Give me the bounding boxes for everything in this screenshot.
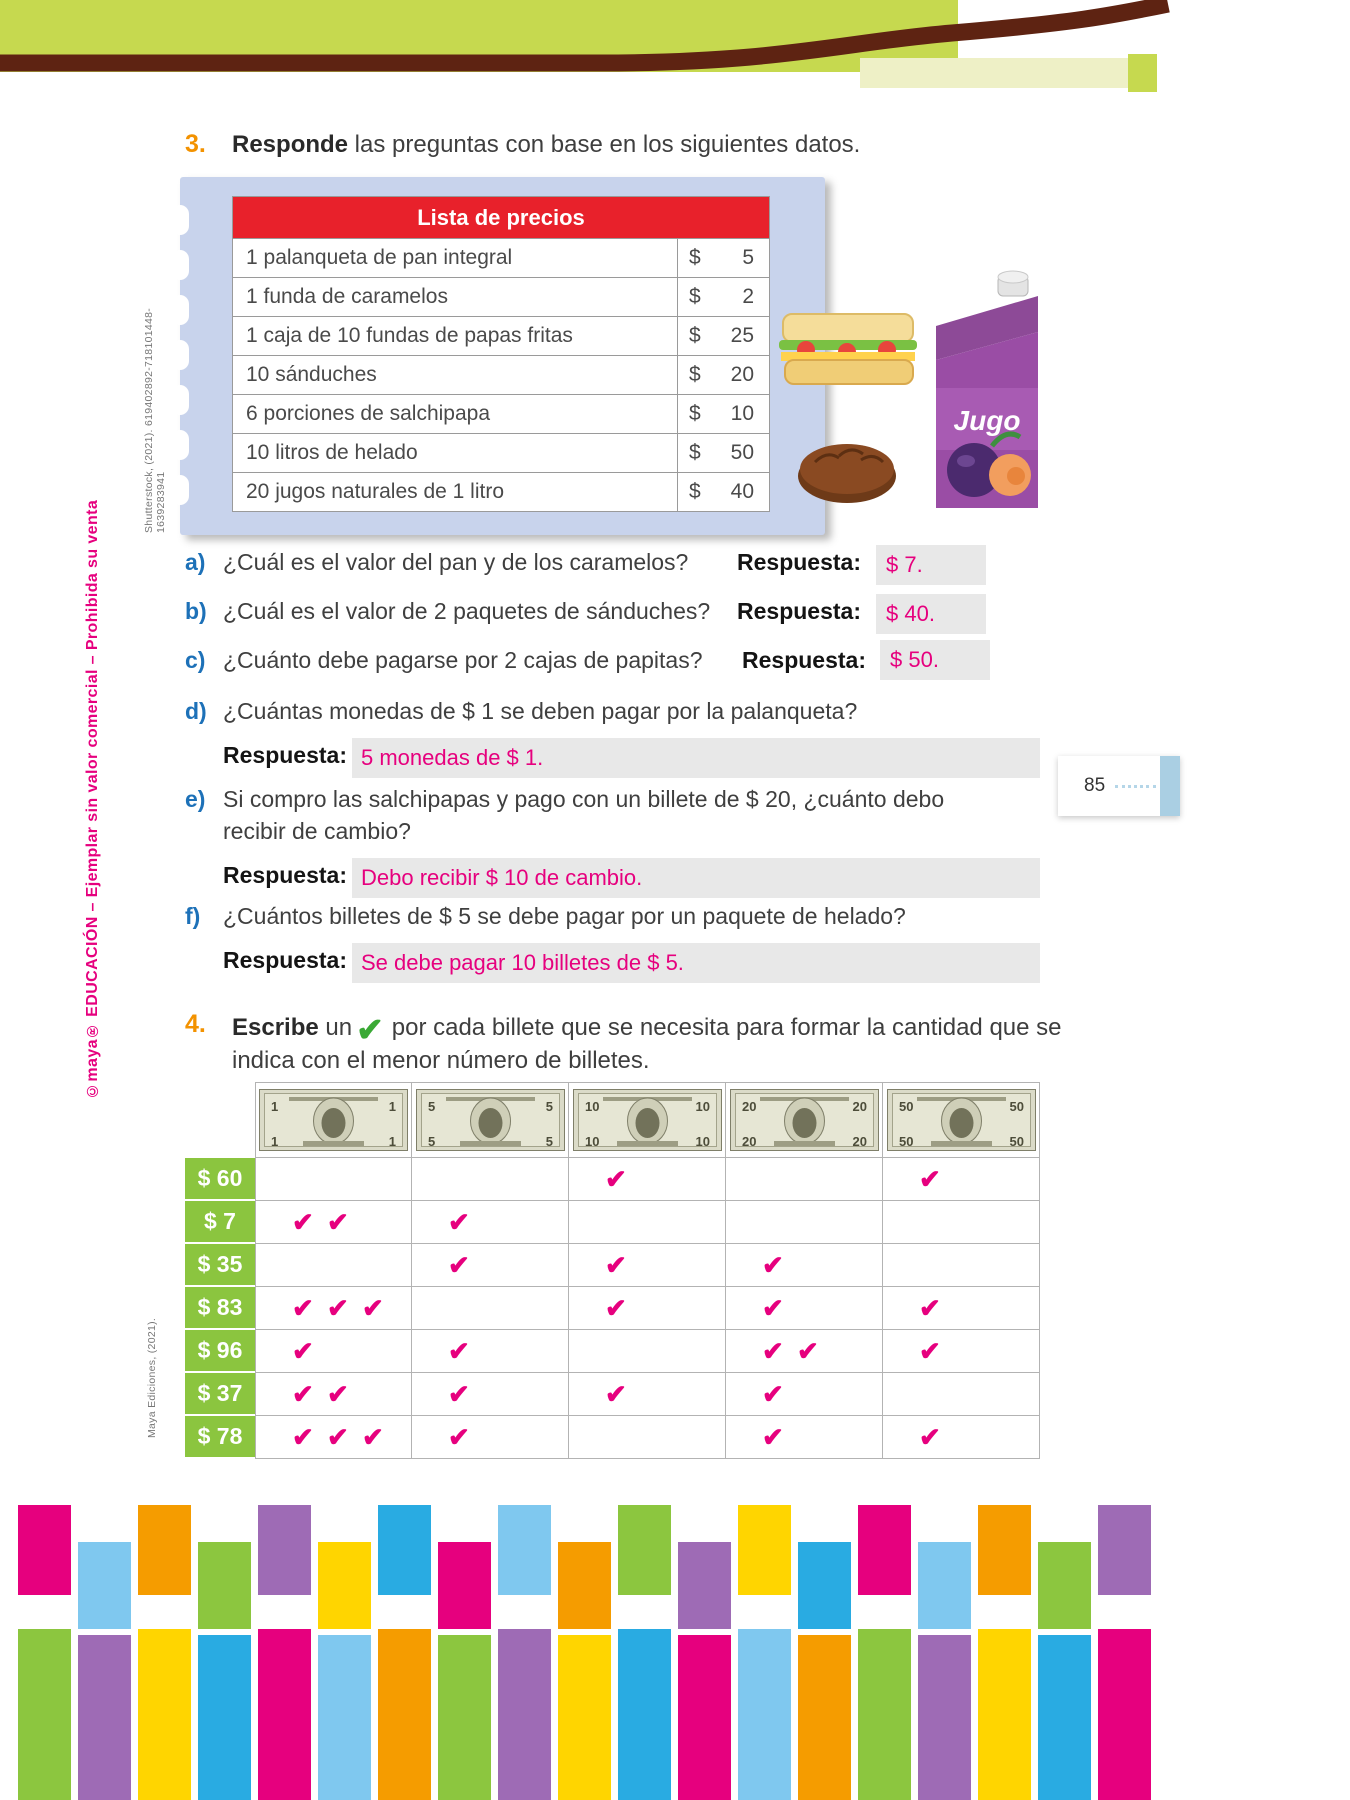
page-tab [1058,756,1180,816]
question-f [185,903,906,930]
price-list-title: Lista de precios [233,197,769,238]
check-cell: ✔ [883,1158,1040,1201]
price-currency: $ [689,441,701,464]
svg-text:5: 5 [427,1099,435,1114]
top-decorative-band [0,0,1180,100]
question-letter: f) [185,903,201,929]
sandwich-image [773,300,923,400]
price-list-table [232,196,770,512]
svg-text:10: 10 [584,1134,599,1149]
amount-cell: $ 78 [185,1416,255,1459]
check-cell: ✔ [412,1330,569,1373]
footer-column [438,1502,491,1800]
footer-color-block [78,1542,131,1629]
banknote-icon [259,1089,408,1151]
footer-color-block [738,1629,791,1800]
answer-box-b [876,594,986,634]
notebook-notch [171,340,189,370]
footer-column [498,1502,551,1800]
price-card [180,177,825,535]
amount-cell: $ 96 [185,1330,255,1373]
footer-column [78,1502,131,1800]
answer-text: Se debe pagar 10 billetes de $ 5. [361,950,684,975]
shutterstock-credit: Shutterstock, (2021). 619402892-718101448-1639283941 [143,307,167,533]
price-value [677,239,769,277]
top-band-pale-strip [860,58,1132,88]
exercise3-number: 3. [185,130,206,158]
answer-text: 5 monedas de $ 1. [361,745,544,770]
question-text: ¿Cuántas monedas de $ 1 se deben pagar por la palanqueta? [223,698,858,724]
amount-cell: $ 37 [185,1373,255,1416]
footer-column [798,1502,851,1800]
check-cell [726,1158,883,1201]
footer-column [678,1502,731,1800]
svg-text:1: 1 [388,1134,396,1149]
question-text: ¿Cuál es el valor del pan y de los caramelos? [223,549,689,575]
check-cell: ✔ [883,1330,1040,1373]
footer-color-block [618,1629,671,1800]
answer-box-a [876,545,986,585]
footer-column [198,1502,251,1800]
footer-color-block [978,1629,1031,1800]
page-tab-bar [1160,756,1180,816]
price-currency: $ [689,363,701,386]
banknote-icon [730,1089,879,1151]
question-letter: d) [185,698,207,724]
question-letter: c) [185,647,206,673]
answer-strip-e [352,858,1040,898]
question-a [185,549,688,576]
price-item-label: 20 jugos naturales de 1 litro [246,480,504,503]
check-cell: ✔ [569,1244,726,1287]
price-currency: $ [689,402,701,425]
footer-color-block [858,1505,911,1595]
check-cell: ✔ [726,1416,883,1459]
svg-text:50: 50 [1009,1134,1024,1149]
price-amount: 20 [730,363,754,386]
price-row [233,316,769,355]
notebook-notch [171,250,189,280]
exercise3-instruction-rest: las preguntas con base en los siguientes datos. [348,131,861,158]
footer-color-block [258,1505,311,1595]
footer-color-block [1098,1629,1151,1800]
footer-column [318,1502,371,1800]
price-amount: 50 [730,441,754,464]
footer-column [18,1502,71,1800]
price-row [233,472,769,511]
check-cell: ✔ [883,1416,1040,1459]
footer-column [618,1502,671,1800]
footer-color-block [318,1635,371,1800]
answer-strip-d [352,738,1040,778]
price-item-label: 10 sánduches [246,363,377,386]
check-icon: ✔ [356,1011,384,1048]
footer-color-block [798,1635,851,1800]
footer-column [918,1502,971,1800]
footer-color-block [138,1505,191,1595]
price-amount: 2 [742,285,754,308]
price-row [233,433,769,472]
price-item-label: 1 funda de caramelos [246,285,448,308]
svg-text:1: 1 [388,1099,396,1114]
price-value [677,473,769,511]
notebook-notch [171,205,189,235]
question-letter: a) [185,549,206,575]
question-d [185,698,857,725]
check-cell: ✔ [569,1158,726,1201]
check-cell: ✔ ✔ ✔ [255,1287,412,1330]
svg-text:20: 20 [741,1099,756,1114]
notebook-notch [171,475,189,505]
footer-column [258,1502,311,1800]
bill-20-image [726,1082,883,1158]
exercise3-instruction-bold: Responde [232,131,349,158]
top-band-green-square [1128,54,1157,92]
check-cell [726,1201,883,1244]
footer-color-block [858,1629,911,1800]
answer-label-d: Respuesta: [223,742,347,768]
question-c [185,647,703,674]
footer-color-block [798,1542,851,1629]
answer-text: Debo recibir $ 10 de cambio. [361,865,643,890]
footer-color-block [18,1505,71,1595]
svg-text:1: 1 [271,1099,279,1114]
bread-image [795,432,900,507]
footer-color-block [258,1629,311,1800]
check-cell: ✔ ✔ [255,1373,412,1416]
notebook-notch [171,385,189,415]
answer-label-c: Respuesta: [742,647,866,673]
question-text: ¿Cuántos billetes de $ 5 se debe pagar por un paquete de helado? [223,903,906,929]
footer-column [738,1502,791,1800]
price-row [233,355,769,394]
check-cell: ✔ [412,1416,569,1459]
check-cell: ✔ [412,1373,569,1416]
check-cell [255,1244,412,1287]
amount-cell: $ 7 [185,1201,255,1244]
footer-color-block [738,1505,791,1595]
check-cell [569,1201,726,1244]
footer-color-block [378,1629,431,1800]
check-cell: ✔ [569,1287,726,1330]
question-e [185,786,944,813]
svg-text:10: 10 [695,1134,710,1149]
footer-band [18,1502,1158,1800]
check-cell [412,1287,569,1330]
answer-text: $ 40. [886,601,935,626]
answer-text: $ 50. [890,647,939,672]
footer-color-block [1038,1542,1091,1629]
juice-label: Jugo [953,405,1021,436]
price-item-label: 10 litros de helado [246,441,418,464]
question-text: ¿Cuál es el valor de 2 paquetes de sánduches? [223,598,711,624]
check-cell: ✔ [883,1287,1040,1330]
bill-50-image [883,1082,1040,1158]
page-tab-dots [1115,785,1156,788]
footer-color-block [918,1635,971,1800]
maya-credit: Maya Ediciones, (2021). [146,1317,158,1438]
answer-label-a: Respuesta: [737,549,861,575]
price-list-body [233,238,769,511]
check-cell: ✔ ✔ [726,1330,883,1373]
footer-color-block [498,1505,551,1595]
footer-color-block [198,1635,251,1800]
question-text-line2: recibir de cambio? [223,818,411,844]
banknote-icon [573,1089,722,1151]
footer-color-block [678,1542,731,1629]
answer-label-b: Respuesta: [737,598,861,624]
price-item-label: 6 porciones de salchipapa [246,402,491,425]
svg-text:20: 20 [852,1099,867,1114]
price-value [677,395,769,433]
price-currency: $ [689,285,701,308]
footer-color-block [78,1635,131,1800]
bill-1-image [255,1082,412,1158]
price-currency: $ [689,480,701,503]
check-cell [883,1201,1040,1244]
price-row [233,394,769,433]
amount-cell: $ 60 [185,1158,255,1201]
footer-color-block [558,1542,611,1629]
footer-column [978,1502,1031,1800]
price-value [677,356,769,394]
svg-text:10: 10 [584,1099,599,1114]
exercise4-instruction-rest: por cada billete que se necesita para formar la cantidad que se [391,1014,1062,1041]
footer-color-block [318,1542,371,1629]
exercise4-instruction-line2: indica con el menor número de billetes. [232,1047,650,1074]
svg-text:50: 50 [1009,1099,1024,1114]
exercise4-instruction-pre: un [318,1014,353,1041]
exercise4-number: 4. [185,1010,206,1038]
footer-color-block [678,1635,731,1800]
footer-color-block [198,1542,251,1629]
footer-column [138,1502,191,1800]
svg-text:5: 5 [545,1134,553,1149]
check-cell [255,1158,412,1201]
svg-text:20: 20 [852,1134,867,1149]
page-number: 85 [1084,775,1106,796]
footer-color-block [618,1505,671,1595]
bill-5-image [412,1082,569,1158]
question-letter: b) [185,598,207,624]
footer-color-block [978,1505,1031,1595]
check-cell: ✔ [569,1373,726,1416]
price-currency: $ [689,324,701,347]
footer-color-block [438,1635,491,1800]
price-amount: 10 [730,402,754,425]
exercise3-instruction [232,131,860,159]
svg-text:20: 20 [741,1134,756,1149]
price-currency: $ [689,246,701,269]
question-letter: e) [185,786,206,812]
notebook-notch [171,295,189,325]
price-value [677,317,769,355]
footer-column [1038,1502,1091,1800]
question-text: Si compro las salchipapas y pago con un billete de $ 20, ¿cuánto debo [223,786,945,812]
footer-color-block [1038,1635,1091,1800]
price-value [677,278,769,316]
banknote-icon [887,1089,1036,1151]
sidebar-vertical-text: ©maya® EDUCACIÓN – Ejemplar sin valor comercial – Prohibida su venta [84,499,101,1100]
banknote-icon [416,1089,565,1151]
juice-carton-image [922,268,1052,518]
svg-text:50: 50 [898,1134,913,1149]
check-cell: ✔ [726,1287,883,1330]
footer-color-block [918,1542,971,1629]
check-cell [883,1373,1040,1416]
price-amount: 25 [730,324,754,347]
price-amount: 40 [730,480,754,503]
price-value [677,434,769,472]
check-cell: ✔ [726,1373,883,1416]
notebook-notch [171,430,189,460]
footer-column [858,1502,911,1800]
svg-text:5: 5 [427,1134,435,1149]
price-row [233,277,769,316]
answer-label-f: Respuesta: [223,947,347,973]
footer-color-block [1098,1505,1151,1595]
answer-label-e: Respuesta: [223,862,347,888]
svg-text:10: 10 [695,1099,710,1114]
price-amount: 5 [742,246,754,269]
amount-cell: $ 83 [185,1287,255,1330]
check-cell: ✔ ✔ [255,1201,412,1244]
check-cell: ✔ [412,1201,569,1244]
price-row [233,238,769,277]
footer-column [558,1502,611,1800]
check-cell [569,1330,726,1373]
footer-color-block [378,1505,431,1595]
svg-text:50: 50 [898,1099,913,1114]
footer-column [1098,1502,1151,1800]
footer-color-block [438,1542,491,1629]
footer-color-block [498,1629,551,1800]
question-text: ¿Cuánto debe pagarse por 2 cajas de papitas? [223,647,703,673]
bill-10-image [569,1082,726,1158]
exercise4-instruction-line1 [232,1010,1062,1049]
footer-column [378,1502,431,1800]
footer-color-block [138,1629,191,1800]
answer-text: $ 7. [886,552,923,577]
question-b [185,598,710,625]
footer-color-block [18,1629,71,1800]
footer-color-block [558,1635,611,1800]
exercise4-instruction-bold: Escribe [232,1014,319,1041]
answer-strip-f [352,943,1040,983]
bills-table [185,1082,1040,1459]
check-cell [569,1416,726,1459]
check-cell: ✔ [255,1330,412,1373]
check-cell [412,1158,569,1201]
svg-text:5: 5 [545,1099,553,1114]
check-cell [883,1244,1040,1287]
price-item-label: 1 caja de 10 fundas de papas fritas [246,324,573,347]
check-cell: ✔ ✔ ✔ [255,1416,412,1459]
bills-table-corner [185,1082,255,1158]
svg-text:1: 1 [271,1134,279,1149]
price-item-label: 1 palanqueta de pan integral [246,246,513,269]
check-cell: ✔ [726,1244,883,1287]
amount-cell: $ 35 [185,1244,255,1287]
answer-box-c [880,640,990,680]
check-cell: ✔ [412,1244,569,1287]
